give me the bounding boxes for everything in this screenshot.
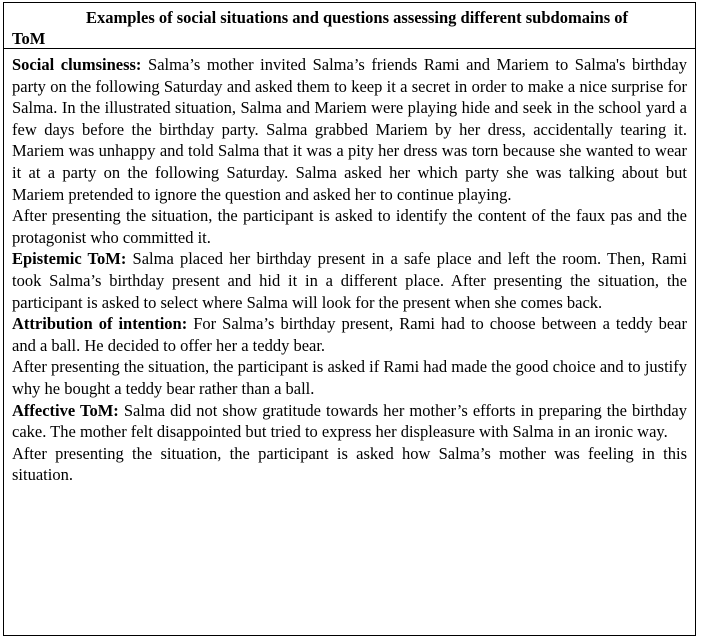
epistemic-tom-text: Salma placed her birthday present in a safe place and left the room. Then, Rami took Salma’s birthday present and hid it in a different place. After presenting the situation, the participant is asked to select where Salma will look for the present when she comes back. — [12, 249, 688, 312]
table-header — [4, 3, 695, 49]
table-header-title: Examples of social situations and questions assessing different subdomains of — [86, 8, 629, 27]
attribution-of-intention-paragraph — [12, 313, 687, 356]
social-clumsiness-text: Salma’s mother invited Salma’s friends Rami and Mariem to Salma's birthday party on the following Saturday and asked them to keep it a secret in order to make a nice surprise for Salma. In the illustrated situation, Salma and Mariem were playing hide and seek in the school yard a few days before the birthday party. Salma grabbed Mariem by her dress, accidentally tearing it. Mariem was unhappy and told Salma that it was a pity her dress was torn because she wanted to wear it at a party on the following Saturday. Salma asked her which party she was talking about but Mariem pretended to ignore the question and asked her to continue playing. — [12, 55, 688, 204]
epistemic-tom-label: Epistemic ToM: — [12, 249, 127, 269]
affective-tom-question: After presenting the situation, the participant is asked how Salma’s mother was feeling in this situation. — [12, 443, 687, 485]
attribution-of-intention-question: After presenting the situation, the participant is asked if Rami had made the good choice and to justify why he bought a teddy bear rather than a ball. — [12, 357, 687, 398]
affective-tom-text: Salma did not show gratitude towards her mother’s efforts in preparing the birthday cake. The mother felt disappointed but tried to express her displeasure with Salma in an ironic way. — [12, 400, 687, 442]
table-body — [4, 49, 695, 486]
social-clumsiness-paragraph — [12, 54, 687, 205]
social-clumsiness-question: After presenting the situation, the participant is asked to identify the content of the faux pas and the protagonist who committed it. — [12, 206, 687, 247]
attribution-of-intention-text: For Salma’s birthday present, Rami had to choose between a teddy bear and a ball. He decided to offer her a teddy bear. — [12, 314, 687, 355]
affective-tom-label: Affective ToM: — [12, 400, 119, 420]
epistemic-tom-paragraph — [12, 248, 687, 313]
affective-tom-paragraph — [12, 400, 687, 443]
attribution-of-intention-label: Attribution of intention: — [12, 314, 188, 334]
social-clumsiness-label: Social clumsiness: — [12, 55, 142, 74]
table-header-title-continued: ToM — [12, 29, 46, 48]
tom-examples-table — [3, 2, 696, 636]
